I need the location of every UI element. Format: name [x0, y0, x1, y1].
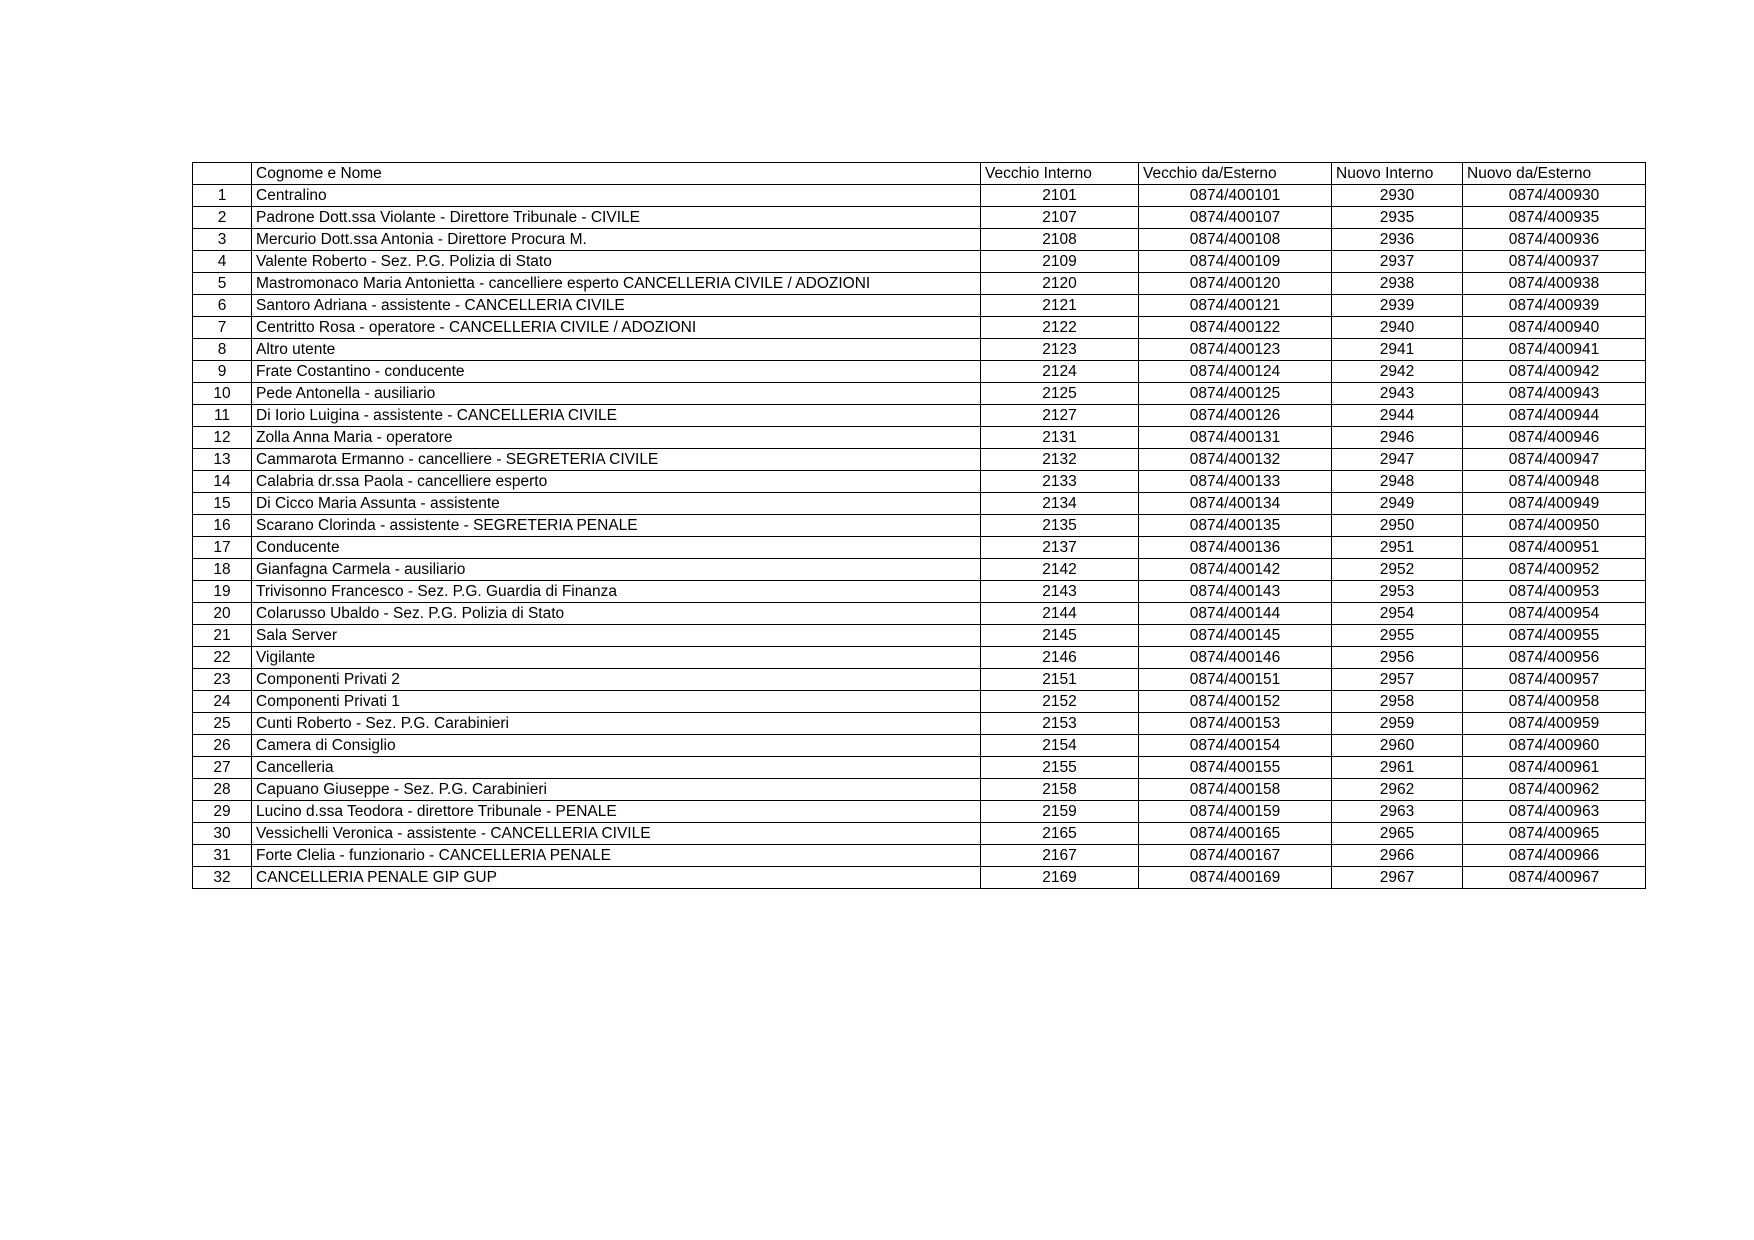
table-row [193, 295, 1646, 317]
row-number: 19 [193, 581, 252, 603]
contact-name: Conducente [252, 537, 981, 559]
table-body [193, 185, 1646, 889]
old-internal-ext: 2127 [981, 405, 1139, 427]
old-external-number: 0874/400152 [1139, 691, 1332, 713]
contact-name: Pede Antonella - ausiliario [252, 383, 981, 405]
new-external-number: 0874/400944 [1463, 405, 1646, 427]
new-internal-ext: 2938 [1332, 273, 1463, 295]
contact-name: Trivisonno Francesco - Sez. P.G. Guardia di Finanza [252, 581, 981, 603]
old-internal-ext: 2132 [981, 449, 1139, 471]
contact-name: Colarusso Ubaldo - Sez. P.G. Polizia di Stato [252, 603, 981, 625]
new-external-number: 0874/400955 [1463, 625, 1646, 647]
old-external-number: 0874/400122 [1139, 317, 1332, 339]
contact-name: Altro utente [252, 339, 981, 361]
new-external-number: 0874/400930 [1463, 185, 1646, 207]
table-row [193, 207, 1646, 229]
table-row [193, 471, 1646, 493]
old-external-number: 0874/400134 [1139, 493, 1332, 515]
contact-name: Cammarota Ermanno - cancelliere - SEGRETERIA CIVILE [252, 449, 981, 471]
old-external-number: 0874/400142 [1139, 559, 1332, 581]
contact-name: Componenti Privati 1 [252, 691, 981, 713]
row-number: 11 [193, 405, 252, 427]
old-internal-ext: 2145 [981, 625, 1139, 647]
table-row [193, 713, 1646, 735]
table-row [193, 647, 1646, 669]
new-internal-ext: 2956 [1332, 647, 1463, 669]
new-internal-ext: 2950 [1332, 515, 1463, 537]
table-row [193, 581, 1646, 603]
old-external-number: 0874/400155 [1139, 757, 1332, 779]
table-row [193, 427, 1646, 449]
old-external-number: 0874/400131 [1139, 427, 1332, 449]
old-external-number: 0874/400145 [1139, 625, 1332, 647]
col-header-old-external: Vecchio da/Esterno [1139, 163, 1332, 185]
old-external-number: 0874/400125 [1139, 383, 1332, 405]
new-internal-ext: 2935 [1332, 207, 1463, 229]
old-external-number: 0874/400107 [1139, 207, 1332, 229]
row-number: 23 [193, 669, 252, 691]
old-internal-ext: 2123 [981, 339, 1139, 361]
contact-name: Camera di Consiglio [252, 735, 981, 757]
new-external-number: 0874/400943 [1463, 383, 1646, 405]
new-internal-ext: 2954 [1332, 603, 1463, 625]
new-internal-ext: 2948 [1332, 471, 1463, 493]
old-internal-ext: 2137 [981, 537, 1139, 559]
old-external-number: 0874/400154 [1139, 735, 1332, 757]
new-internal-ext: 2947 [1332, 449, 1463, 471]
old-external-number: 0874/400158 [1139, 779, 1332, 801]
new-external-number: 0874/400940 [1463, 317, 1646, 339]
table-row [193, 757, 1646, 779]
row-number: 12 [193, 427, 252, 449]
old-external-number: 0874/400167 [1139, 845, 1332, 867]
new-internal-ext: 2936 [1332, 229, 1463, 251]
new-external-number: 0874/400956 [1463, 647, 1646, 669]
contact-name: Valente Roberto - Sez. P.G. Polizia di Stato [252, 251, 981, 273]
new-internal-ext: 2967 [1332, 867, 1463, 889]
new-external-number: 0874/400951 [1463, 537, 1646, 559]
old-internal-ext: 2121 [981, 295, 1139, 317]
table-row [193, 383, 1646, 405]
contact-name: Componenti Privati 2 [252, 669, 981, 691]
old-external-number: 0874/400133 [1139, 471, 1332, 493]
row-number: 2 [193, 207, 252, 229]
old-internal-ext: 2120 [981, 273, 1139, 295]
old-internal-ext: 2143 [981, 581, 1139, 603]
contact-name: Di Iorio Luigina - assistente - CANCELLERIA CIVILE [252, 405, 981, 427]
old-internal-ext: 2152 [981, 691, 1139, 713]
row-number: 15 [193, 493, 252, 515]
new-internal-ext: 2953 [1332, 581, 1463, 603]
row-number: 18 [193, 559, 252, 581]
table-row [193, 273, 1646, 295]
new-external-number: 0874/400938 [1463, 273, 1646, 295]
old-external-number: 0874/400124 [1139, 361, 1332, 383]
table-row [193, 229, 1646, 251]
new-internal-ext: 2963 [1332, 801, 1463, 823]
old-external-number: 0874/400108 [1139, 229, 1332, 251]
old-internal-ext: 2165 [981, 823, 1139, 845]
table-row [193, 515, 1646, 537]
row-number: 16 [193, 515, 252, 537]
contact-name: CANCELLERIA PENALE GIP GUP [252, 867, 981, 889]
table-row [193, 361, 1646, 383]
old-external-number: 0874/400132 [1139, 449, 1332, 471]
contact-name: Gianfagna Carmela - ausiliario [252, 559, 981, 581]
col-header-old-internal: Vecchio Interno [981, 163, 1139, 185]
contact-name: Lucino d.ssa Teodora - direttore Tribunale - PENALE [252, 801, 981, 823]
contact-name: Centralino [252, 185, 981, 207]
old-external-number: 0874/400169 [1139, 867, 1332, 889]
new-external-number: 0874/400949 [1463, 493, 1646, 515]
table-header-row [193, 163, 1646, 185]
table-row [193, 735, 1646, 757]
new-external-number: 0874/400966 [1463, 845, 1646, 867]
col-header-new-external: Nuovo da/Esterno [1463, 163, 1646, 185]
new-external-number: 0874/400948 [1463, 471, 1646, 493]
row-number: 6 [193, 295, 252, 317]
new-external-number: 0874/400954 [1463, 603, 1646, 625]
new-internal-ext: 2965 [1332, 823, 1463, 845]
new-internal-ext: 2942 [1332, 361, 1463, 383]
row-number: 30 [193, 823, 252, 845]
new-external-number: 0874/400939 [1463, 295, 1646, 317]
new-internal-ext: 2946 [1332, 427, 1463, 449]
row-number: 25 [193, 713, 252, 735]
new-external-number: 0874/400965 [1463, 823, 1646, 845]
table-row [193, 449, 1646, 471]
row-number: 17 [193, 537, 252, 559]
old-internal-ext: 2153 [981, 713, 1139, 735]
contact-name: Cancelleria [252, 757, 981, 779]
new-internal-ext: 2930 [1332, 185, 1463, 207]
row-number: 32 [193, 867, 252, 889]
new-internal-ext: 2940 [1332, 317, 1463, 339]
new-external-number: 0874/400952 [1463, 559, 1646, 581]
table-row [193, 603, 1646, 625]
new-external-number: 0874/400957 [1463, 669, 1646, 691]
row-number: 5 [193, 273, 252, 295]
new-external-number: 0874/400961 [1463, 757, 1646, 779]
old-internal-ext: 2151 [981, 669, 1139, 691]
new-external-number: 0874/400963 [1463, 801, 1646, 823]
row-number: 1 [193, 185, 252, 207]
new-internal-ext: 2955 [1332, 625, 1463, 647]
old-external-number: 0874/400144 [1139, 603, 1332, 625]
table-row [193, 317, 1646, 339]
new-internal-ext: 2949 [1332, 493, 1463, 515]
row-number: 10 [193, 383, 252, 405]
new-internal-ext: 2961 [1332, 757, 1463, 779]
contact-name: Scarano Clorinda - assistente - SEGRETERIA PENALE [252, 515, 981, 537]
new-internal-ext: 2944 [1332, 405, 1463, 427]
contact-name: Sala Server [252, 625, 981, 647]
new-internal-ext: 2966 [1332, 845, 1463, 867]
old-internal-ext: 2167 [981, 845, 1139, 867]
row-number: 9 [193, 361, 252, 383]
old-internal-ext: 2142 [981, 559, 1139, 581]
new-external-number: 0874/400962 [1463, 779, 1646, 801]
new-external-number: 0874/400967 [1463, 867, 1646, 889]
new-internal-ext: 2959 [1332, 713, 1463, 735]
contact-name: Vigilante [252, 647, 981, 669]
table-row [193, 867, 1646, 889]
row-number: 24 [193, 691, 252, 713]
contact-name: Santoro Adriana - assistente - CANCELLERIA CIVILE [252, 295, 981, 317]
table-row [193, 823, 1646, 845]
old-external-number: 0874/400146 [1139, 647, 1332, 669]
old-external-number: 0874/400153 [1139, 713, 1332, 735]
row-number: 29 [193, 801, 252, 823]
table-row [193, 845, 1646, 867]
old-external-number: 0874/400126 [1139, 405, 1332, 427]
contact-name: Mercurio Dott.ssa Antonia - Direttore Procura M. [252, 229, 981, 251]
table-row [193, 493, 1646, 515]
old-external-number: 0874/400159 [1139, 801, 1332, 823]
old-external-number: 0874/400123 [1139, 339, 1332, 361]
old-internal-ext: 2154 [981, 735, 1139, 757]
new-internal-ext: 2939 [1332, 295, 1463, 317]
contact-name: Di Cicco Maria Assunta - assistente [252, 493, 981, 515]
old-internal-ext: 2144 [981, 603, 1139, 625]
contact-name: Zolla Anna Maria - operatore [252, 427, 981, 449]
table-row [193, 559, 1646, 581]
contact-name: Forte Clelia - funzionario - CANCELLERIA PENALE [252, 845, 981, 867]
row-number: 28 [193, 779, 252, 801]
new-internal-ext: 2943 [1332, 383, 1463, 405]
new-internal-ext: 2941 [1332, 339, 1463, 361]
table-row [193, 251, 1646, 273]
table-row [193, 339, 1646, 361]
new-external-number: 0874/400935 [1463, 207, 1646, 229]
row-number: 14 [193, 471, 252, 493]
row-number: 8 [193, 339, 252, 361]
contact-name: Calabria dr.ssa Paola - cancelliere esperto [252, 471, 981, 493]
old-external-number: 0874/400121 [1139, 295, 1332, 317]
old-internal-ext: 2109 [981, 251, 1139, 273]
contact-name: Frate Costantino - conducente [252, 361, 981, 383]
new-external-number: 0874/400950 [1463, 515, 1646, 537]
row-number: 4 [193, 251, 252, 273]
phone-directory-table [192, 162, 1646, 889]
new-internal-ext: 2960 [1332, 735, 1463, 757]
contact-name: Capuano Giuseppe - Sez. P.G. Carabinieri [252, 779, 981, 801]
row-number: 20 [193, 603, 252, 625]
old-internal-ext: 2108 [981, 229, 1139, 251]
old-internal-ext: 2107 [981, 207, 1139, 229]
old-internal-ext: 2158 [981, 779, 1139, 801]
old-internal-ext: 2133 [981, 471, 1139, 493]
old-external-number: 0874/400101 [1139, 185, 1332, 207]
new-internal-ext: 2957 [1332, 669, 1463, 691]
table-row [193, 537, 1646, 559]
old-internal-ext: 2122 [981, 317, 1139, 339]
contact-name: Mastromonaco Maria Antonietta - cancelliere esperto CANCELLERIA CIVILE / ADOZIONI [252, 273, 981, 295]
row-number: 26 [193, 735, 252, 757]
old-internal-ext: 2134 [981, 493, 1139, 515]
new-external-number: 0874/400942 [1463, 361, 1646, 383]
old-external-number: 0874/400165 [1139, 823, 1332, 845]
row-number: 13 [193, 449, 252, 471]
old-external-number: 0874/400120 [1139, 273, 1332, 295]
new-external-number: 0874/400953 [1463, 581, 1646, 603]
old-external-number: 0874/400135 [1139, 515, 1332, 537]
row-number: 22 [193, 647, 252, 669]
table-row [193, 405, 1646, 427]
new-internal-ext: 2937 [1332, 251, 1463, 273]
old-external-number: 0874/400136 [1139, 537, 1332, 559]
table-row [193, 779, 1646, 801]
contact-name: Vessichelli Veronica - assistente - CANCELLERIA CIVILE [252, 823, 981, 845]
old-internal-ext: 2125 [981, 383, 1139, 405]
table-row [193, 691, 1646, 713]
old-internal-ext: 2135 [981, 515, 1139, 537]
old-internal-ext: 2101 [981, 185, 1139, 207]
new-external-number: 0874/400947 [1463, 449, 1646, 471]
old-internal-ext: 2169 [981, 867, 1139, 889]
new-internal-ext: 2958 [1332, 691, 1463, 713]
new-external-number: 0874/400959 [1463, 713, 1646, 735]
contact-name: Centritto Rosa - operatore - CANCELLERIA CIVILE / ADOZIONI [252, 317, 981, 339]
row-number: 7 [193, 317, 252, 339]
row-number: 3 [193, 229, 252, 251]
new-external-number: 0874/400941 [1463, 339, 1646, 361]
new-external-number: 0874/400946 [1463, 427, 1646, 449]
row-number: 27 [193, 757, 252, 779]
table-row [193, 185, 1646, 207]
old-internal-ext: 2155 [981, 757, 1139, 779]
old-internal-ext: 2124 [981, 361, 1139, 383]
new-external-number: 0874/400937 [1463, 251, 1646, 273]
old-internal-ext: 2131 [981, 427, 1139, 449]
row-number: 31 [193, 845, 252, 867]
col-header-number [193, 163, 252, 185]
old-external-number: 0874/400151 [1139, 669, 1332, 691]
col-header-new-internal: Nuovo Interno [1332, 163, 1463, 185]
table-row [193, 669, 1646, 691]
new-external-number: 0874/400958 [1463, 691, 1646, 713]
row-number: 21 [193, 625, 252, 647]
new-internal-ext: 2962 [1332, 779, 1463, 801]
new-internal-ext: 2951 [1332, 537, 1463, 559]
contact-name: Padrone Dott.ssa Violante - Direttore Tribunale - CIVILE [252, 207, 981, 229]
col-header-name: Cognome e Nome [252, 163, 981, 185]
old-internal-ext: 2146 [981, 647, 1139, 669]
table-row [193, 625, 1646, 647]
new-external-number: 0874/400936 [1463, 229, 1646, 251]
old-internal-ext: 2159 [981, 801, 1139, 823]
new-external-number: 0874/400960 [1463, 735, 1646, 757]
old-external-number: 0874/400109 [1139, 251, 1332, 273]
table-row [193, 801, 1646, 823]
old-external-number: 0874/400143 [1139, 581, 1332, 603]
contact-name: Cunti Roberto - Sez. P.G. Carabinieri [252, 713, 981, 735]
new-internal-ext: 2952 [1332, 559, 1463, 581]
